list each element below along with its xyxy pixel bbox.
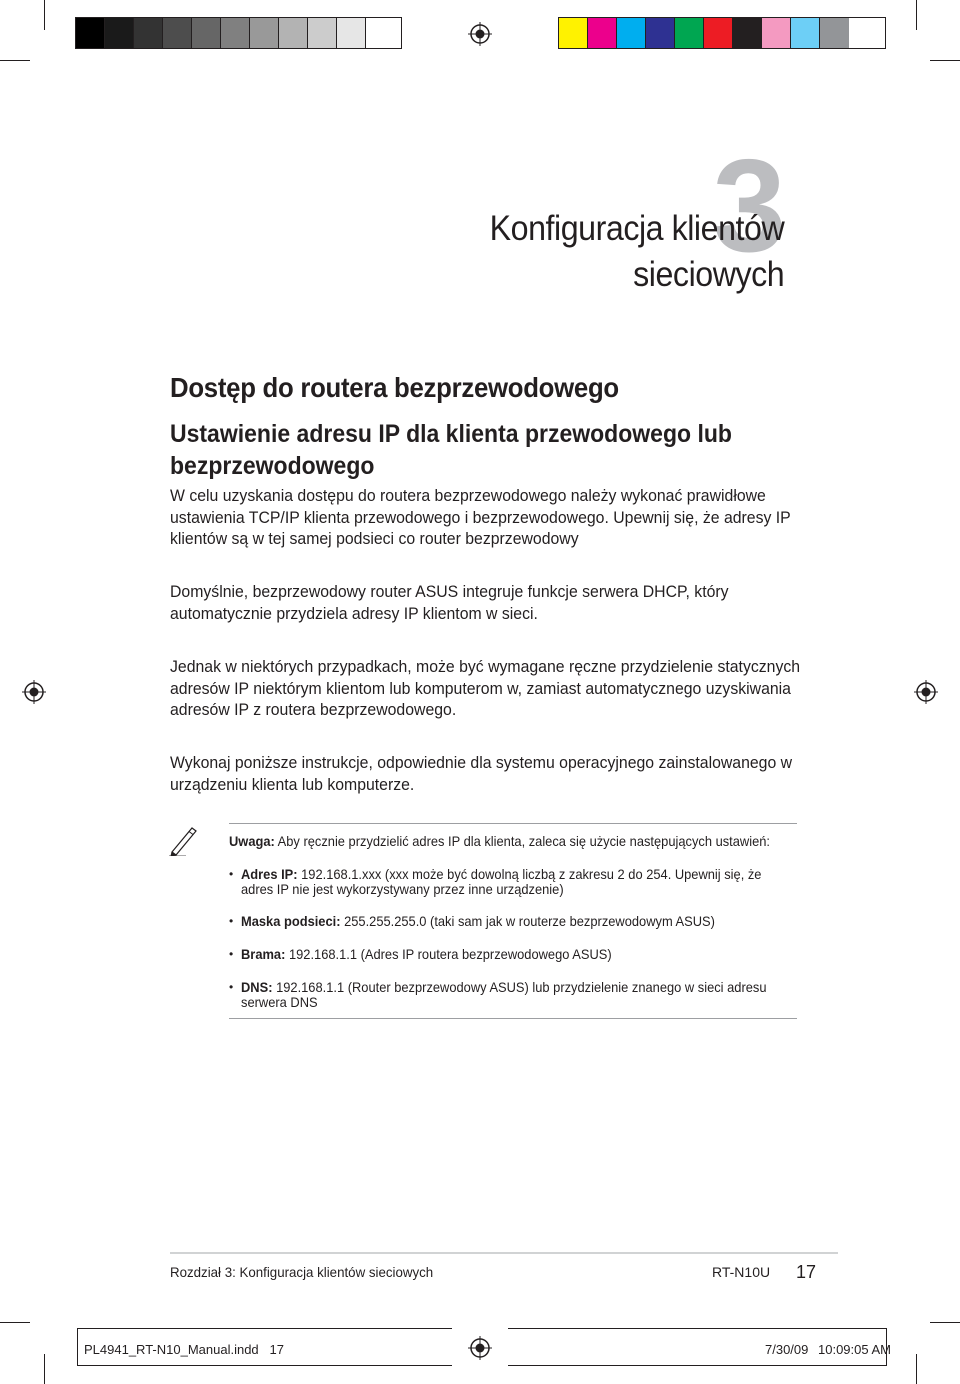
color-swatch [337, 18, 366, 48]
grayscale-color-bar [75, 17, 402, 49]
chapter-number: 3 [712, 132, 782, 279]
color-swatch [588, 18, 617, 48]
note-item-text: 255.255.255.0 (taki sam jak w routerze bezprzewodowym ASUS) [340, 913, 715, 929]
color-swatch [675, 18, 704, 48]
process-color-bar [558, 17, 886, 49]
color-swatch [163, 18, 192, 48]
note-intro-text: Aby ręcznie przydzielić adres IP dla klienta, zaleca się użycie następujących ustawień: [274, 833, 771, 849]
crop-mark [930, 60, 960, 61]
note-intro [229, 834, 781, 849]
note-item [241, 947, 775, 962]
chapter-title [489, 206, 784, 298]
bullet-icon: • [229, 980, 234, 994]
note-top-rule [229, 823, 797, 824]
slug-date: 7/30/09 [765, 1342, 809, 1357]
note-item-text: 192.168.1.1 (Adres IP routera bezprzewodowego ASUS) [285, 946, 612, 962]
crop-mark [44, 1354, 45, 1384]
registration-mark-icon [468, 22, 492, 46]
color-swatch [704, 18, 733, 48]
color-swatch [559, 18, 588, 48]
note-label: Uwaga: [229, 833, 275, 849]
bullet-icon: • [229, 914, 234, 928]
body-paragraph: Wykonaj poniższe instrukcje, odpowiednie dla systemu operacyjnego zainstalowanego w urządzeniu klienta lub komputerze. [170, 753, 793, 794]
footer-chapter: Rozdział 3: Konfiguracja klientów sieciowych [170, 1264, 434, 1280]
color-swatch [134, 18, 163, 48]
note-item [241, 980, 775, 1010]
note-item-label: DNS: [241, 979, 273, 995]
color-swatch [366, 18, 395, 48]
subsection-heading: Ustawienie adresu IP dla klienta przewodowego lub bezprzewodowego [170, 420, 732, 480]
chapter-title-line: Konfiguracja klientów [489, 209, 784, 248]
registration-mark-icon [22, 680, 46, 704]
color-swatch [221, 18, 250, 48]
color-swatch [308, 18, 337, 48]
body-paragraph: W celu uzyskania dostępu do routera bezprzewodowego należy wykonać prawidłowe ustawienia TCP/IP klienta przewodowego i bezprzewodowego. Upewnij się, że adresy IP klientów są w tej samej podsieci co router bezprzewodowy [170, 486, 791, 548]
color-swatch [791, 18, 820, 48]
crop-mark [916, 1354, 917, 1384]
note-item [241, 914, 775, 929]
color-swatch [733, 18, 762, 48]
pen-note-icon [168, 822, 198, 856]
slug-time: 10:09:05 AM [818, 1342, 891, 1357]
color-swatch [762, 18, 791, 48]
section-heading: Dostęp do routera bezprzewodowego [170, 372, 619, 403]
note-item [241, 867, 775, 897]
bullet-icon: • [229, 867, 234, 881]
page-number: 17 [796, 1262, 817, 1282]
registration-mark-icon [468, 1336, 492, 1360]
color-swatch [820, 18, 849, 48]
footer-rule [170, 1252, 838, 1254]
bullet-icon: • [229, 947, 234, 961]
crop-mark [930, 1322, 960, 1323]
note-bottom-rule [229, 1018, 797, 1019]
note-item-text: 192.168.1.1 (Router bezprzewodowy ASUS) lub przydzielenie znanego w sieci adresu serwera DNS [241, 979, 767, 1010]
footer-model: RT-N10U [712, 1264, 771, 1280]
color-swatch [105, 18, 134, 48]
color-swatch [617, 18, 646, 48]
registration-mark-icon [914, 680, 938, 704]
crop-mark [0, 1322, 30, 1323]
color-swatch [192, 18, 221, 48]
crop-mark [44, 0, 45, 30]
color-swatch [646, 18, 675, 48]
color-swatch [250, 18, 279, 48]
crop-mark [0, 60, 30, 61]
note-item-label: Brama: [241, 946, 286, 962]
color-swatch [279, 18, 308, 48]
chapter-title-line: sieciowych [632, 255, 784, 294]
body-paragraph: Jednak w niektórych przypadkach, może być wymagane ręczne przydzielenie statycznych adresów IP niektórym klientom lub komputerom w, zamiast automatycznego uzyskiwania adresów IP z routera bezprzewodowego. [170, 657, 801, 719]
crop-mark [916, 0, 917, 30]
note-item-label: Adres IP: [241, 866, 298, 882]
note-item-label: Maska podsieci: [241, 913, 341, 929]
body-paragraph: Domyślnie, bezprzewodowy router ASUS integruje funkcje serwera DHCP, który automatycznie przydziela adresy IP klientom w sieci. [170, 582, 729, 623]
color-swatch [76, 18, 105, 48]
slug-filename: PL4941_RT-N10_Manual.indd 17 [84, 1342, 284, 1357]
note-item-text: 192.168.1.xxx (xxx może być dowolną liczbą z zakresu 2 do 254. Upewnij się, że adres IP nie jest wykorzystywany przez inne urządzenie) [241, 866, 762, 897]
